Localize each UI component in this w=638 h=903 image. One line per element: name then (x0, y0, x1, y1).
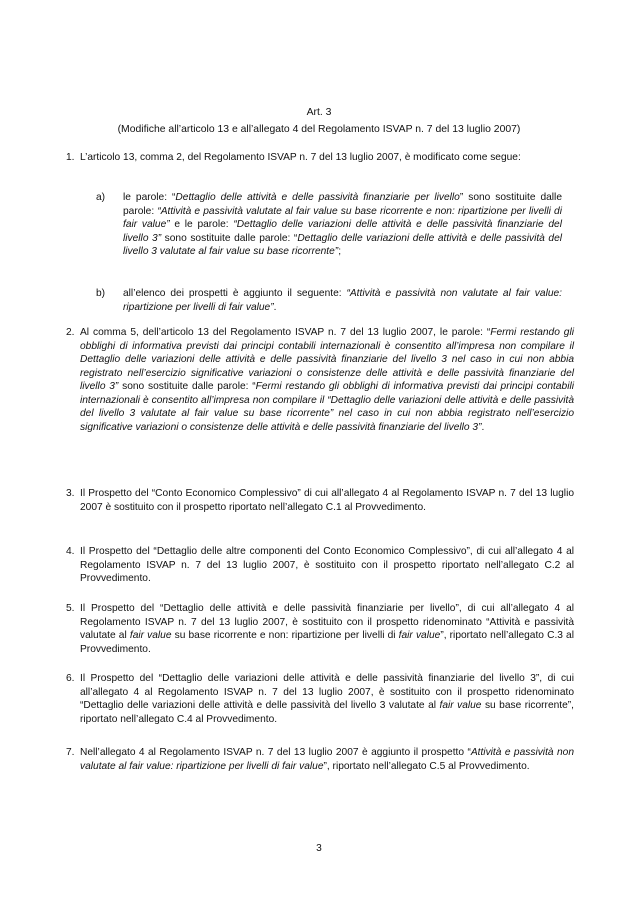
item-number: 4. (66, 546, 75, 557)
sub-item-label: b) (96, 288, 106, 299)
sub-item-b (96, 287, 562, 314)
sub-item-label: a) (96, 192, 106, 203)
item-number: 5. (66, 603, 75, 614)
sub-item-text: all’elenco dei prospetti è aggiunto il seguente: “Attività e passività non valutate al fair value: ripartizione per livelli di fair value”. (123, 288, 562, 313)
item-text: Il Prospetto del “Conto Economico Complessivo” di cui all’allegato 4 al Regolamento ISVAP n. 7 del 13 luglio 2007 è sostituito con il prospetto riportato nell’allegato C.1 al Provvedimento. (80, 488, 574, 513)
list-item-6 (66, 672, 574, 726)
article-subtitle: (Modifiche all’articolo 13 e all’allegato 4 del Regolamento ISVAP n. 7 del 13 luglio 2007) (117, 124, 521, 135)
page-number: 3 (316, 843, 322, 854)
item-number: 7. (66, 747, 75, 758)
item-text: Il Prospetto del “Dettaglio delle variazioni delle attività e delle passività finanziarie del livello 3”, di cui all’allegato 4 al Regolamento ISVAP n. 7 del 13 luglio 2007, è sostituito con il prospetto ridenominato “Dettaglio delle variazioni delle attività e delle passività del livello 3 valutate al fair value su base ricorrente”, riportato nell’allegato C.4 al Provvedimento. (80, 673, 574, 725)
sub-item-a (96, 191, 562, 259)
list-item-1 (66, 151, 574, 165)
list-item-2 (66, 326, 574, 434)
item-text: Il Prospetto del “Dettaglio delle altre componenti del Conto Economico Complessivo”, di cui all’allegato 4 al Regolamento ISVAP n. 7 del 13 luglio 2007, è sostituito con il prospetto riportato nell’allegato C.2 al Provvedimento. (80, 546, 574, 584)
item-text: Il Prospetto del “Dettaglio delle attività e delle passività finanziarie per livello”, di cui all’allegato 4 al Regolamento ISVAP n. 7 del 13 luglio 2007, è sostituito con il prospetto ridenominato “Attività e passività valutate al fair value su base ricorrente e non: ripartizione per livelli di fair value”, riportato nell’allegato C.3 al Provvedimento. (80, 603, 574, 655)
list-item-7 (66, 746, 574, 773)
list-item-5 (66, 602, 574, 656)
item-text: L’articolo 13, comma 2, del Regolamento ISVAP n. 7 del 13 luglio 2007, è modificato come segue: (80, 152, 521, 163)
item-number: 2. (66, 327, 75, 338)
sub-item-text: le parole: “Dettaglio delle attività e delle passività finanziarie per livello” sono sostituite dalle parole: “Attività e passività valutate al fair value su base ricorrente e non: ripartizione per livelli di fair value” e le parole: “Dettaglio delle variazioni delle attività e delle passività finanziarie del livello 3” sono sostituite dalle parole: “Dettaglio delle variazioni delle attività e delle passività del livello 3 valutate al fair value su base ricorrente”; (123, 192, 563, 257)
item-text: Al comma 5, dell’articolo 13 del Regolamento ISVAP n. 7 del 13 luglio 2007, le parole: “Fermi restando gli obblighi di informativa previsti dai principi contabili internazionali è consentito all’impresa non compilare il Dettaglio delle variazioni delle attività e delle passività finanziarie del livello 3 nel caso in cui non abbia registrato nell’esercizio significative variazioni o consistenze delle attività e delle passività finanziarie del livello 3” sono sostituite dalle parole: “Fermi restando gli obblighi di informativa previsti dai principi contabili internazionali è consentito all’impresa non compilare il “Dettaglio delle variazioni delle attività e delle passività del livello 3 valutate al fair value su base ricorrente” nel caso in cui non abbia registrato nell’esercizio significative variazioni o consistenze delle attività e delle passività finanziarie del livello 3”. (80, 327, 574, 433)
list-item-4 (66, 545, 574, 586)
item-number: 3. (66, 488, 75, 499)
item-number: 6. (66, 673, 75, 684)
item-number: 1. (66, 152, 75, 163)
list-item-3 (66, 487, 574, 514)
article-title: Art. 3 (306, 107, 332, 118)
item-text: Nell’allegato 4 al Regolamento ISVAP n. 7 del 13 luglio 2007 è aggiunto il prospetto “Attività e passività non valutate al fair value: ripartizione per livelli di fair value”, riportato nell’allegato C.5 al Provvedimento. (80, 747, 574, 772)
